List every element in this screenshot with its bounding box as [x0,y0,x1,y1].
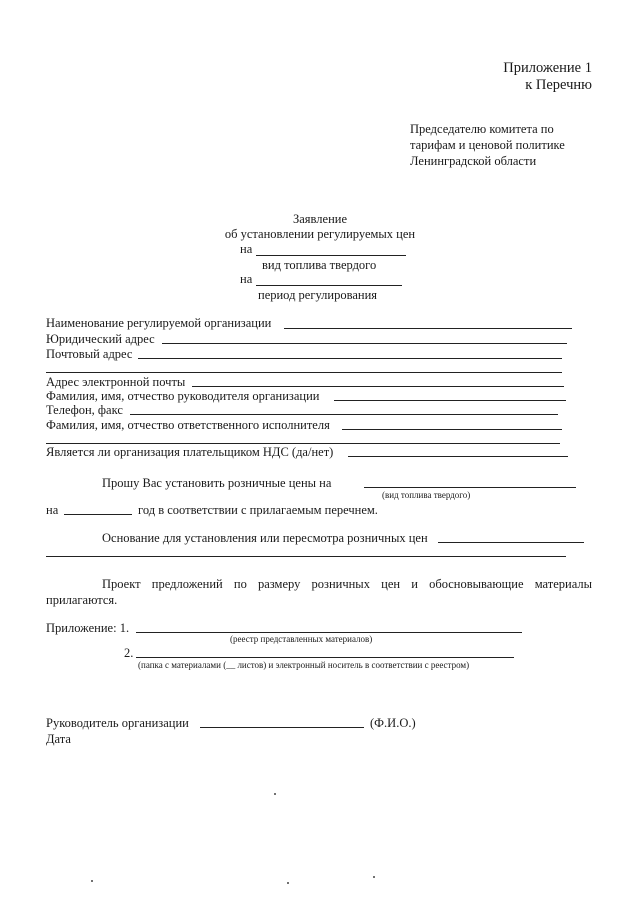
field-label-postal-address: Почтовый адрес [46,347,133,361]
scan-speck [373,876,375,878]
field-line-responsible-name-2[interactable] [46,443,560,444]
attachment-2-line[interactable] [136,657,514,658]
request-hint: (вид топлива твердого) [382,490,471,500]
request-year-line[interactable] [64,514,132,515]
fuel-type-line[interactable] [256,255,406,256]
field-label-legal-address: Юридический адрес [46,332,155,346]
addressee-line-2: тарифам и ценовой политике [410,138,565,152]
heading-hint-2: период регулирования [258,288,378,302]
field-label-email: Адрес электронной почты [46,375,186,389]
field-line-postal-address[interactable] [138,358,562,359]
basis-line[interactable] [438,542,584,543]
attachment-2-hint: (папка с материалами (__ листов) и электронный носитель в соответствии с реестром) [138,660,470,670]
attachments-label: Приложение: 1. [46,621,130,635]
period-line[interactable] [256,285,402,286]
field-line-postal-address-2[interactable] [46,372,562,373]
attachment-2-number: 2. [124,646,134,660]
field-line-email[interactable] [192,386,564,387]
document-title: Заявление [292,212,347,226]
scan-speck [274,793,276,795]
scan-speck [91,880,93,882]
basis-text: Основание для установления или пересмотра розничных цен [102,531,428,545]
request-year-text: год в соответствии с прилагаемым перечнем. [138,503,378,517]
field-label-phone-fax: Телефон, факс [46,403,123,417]
project-text-line-1: Проект предложений по размеру розничных цен и обосновывающие материалы [102,577,592,591]
signature-date: Дата [46,732,71,746]
field-line-head-name[interactable] [334,400,566,401]
attachment-1-hint: (реестр представленных материалов) [230,634,373,644]
project-text-line-2: прилагаются. [46,593,118,607]
field-line-phone-fax[interactable] [130,414,558,415]
field-label-vat-payer: Является ли организация плательщиком НДС (да/нет) [46,445,334,459]
addressee-line-3: Ленинградской области [410,154,537,168]
signature-label: Руководитель организации [46,716,189,730]
field-label-head-name: Фамилия, имя, отчество руководителя организации [46,389,320,403]
field-label-responsible-name: Фамилия, имя, отчество ответственного исполнителя [46,418,330,432]
appendix-title: Приложение 1 [503,60,592,76]
field-line-vat-payer[interactable] [348,456,568,457]
signature-line[interactable] [200,727,364,728]
field-line-legal-address[interactable] [162,343,567,344]
basis-line-2[interactable] [46,556,566,557]
appendix-subtitle: к Перечню [525,77,592,93]
request-text: Прошу Вас установить розничные цены на [102,476,332,490]
heading-on-1: на [240,242,253,256]
request-fuel-line[interactable] [364,487,576,488]
heading-on-2: на [240,272,253,286]
request-na: на [46,503,59,517]
heading-hint-1: вид топлива твердого [262,258,377,272]
attachment-1-line[interactable] [136,632,522,633]
document-subtitle: об установлении регулируемых цен [224,227,416,241]
field-line-org-name[interactable] [284,328,572,329]
scan-speck [287,882,289,884]
field-label-org-name: Наименование регулируемой организации [46,316,272,330]
signature-fio: (Ф.И.О.) [370,716,416,730]
field-line-responsible-name[interactable] [342,429,562,430]
addressee-line-1: Председателю комитета по [410,122,554,136]
